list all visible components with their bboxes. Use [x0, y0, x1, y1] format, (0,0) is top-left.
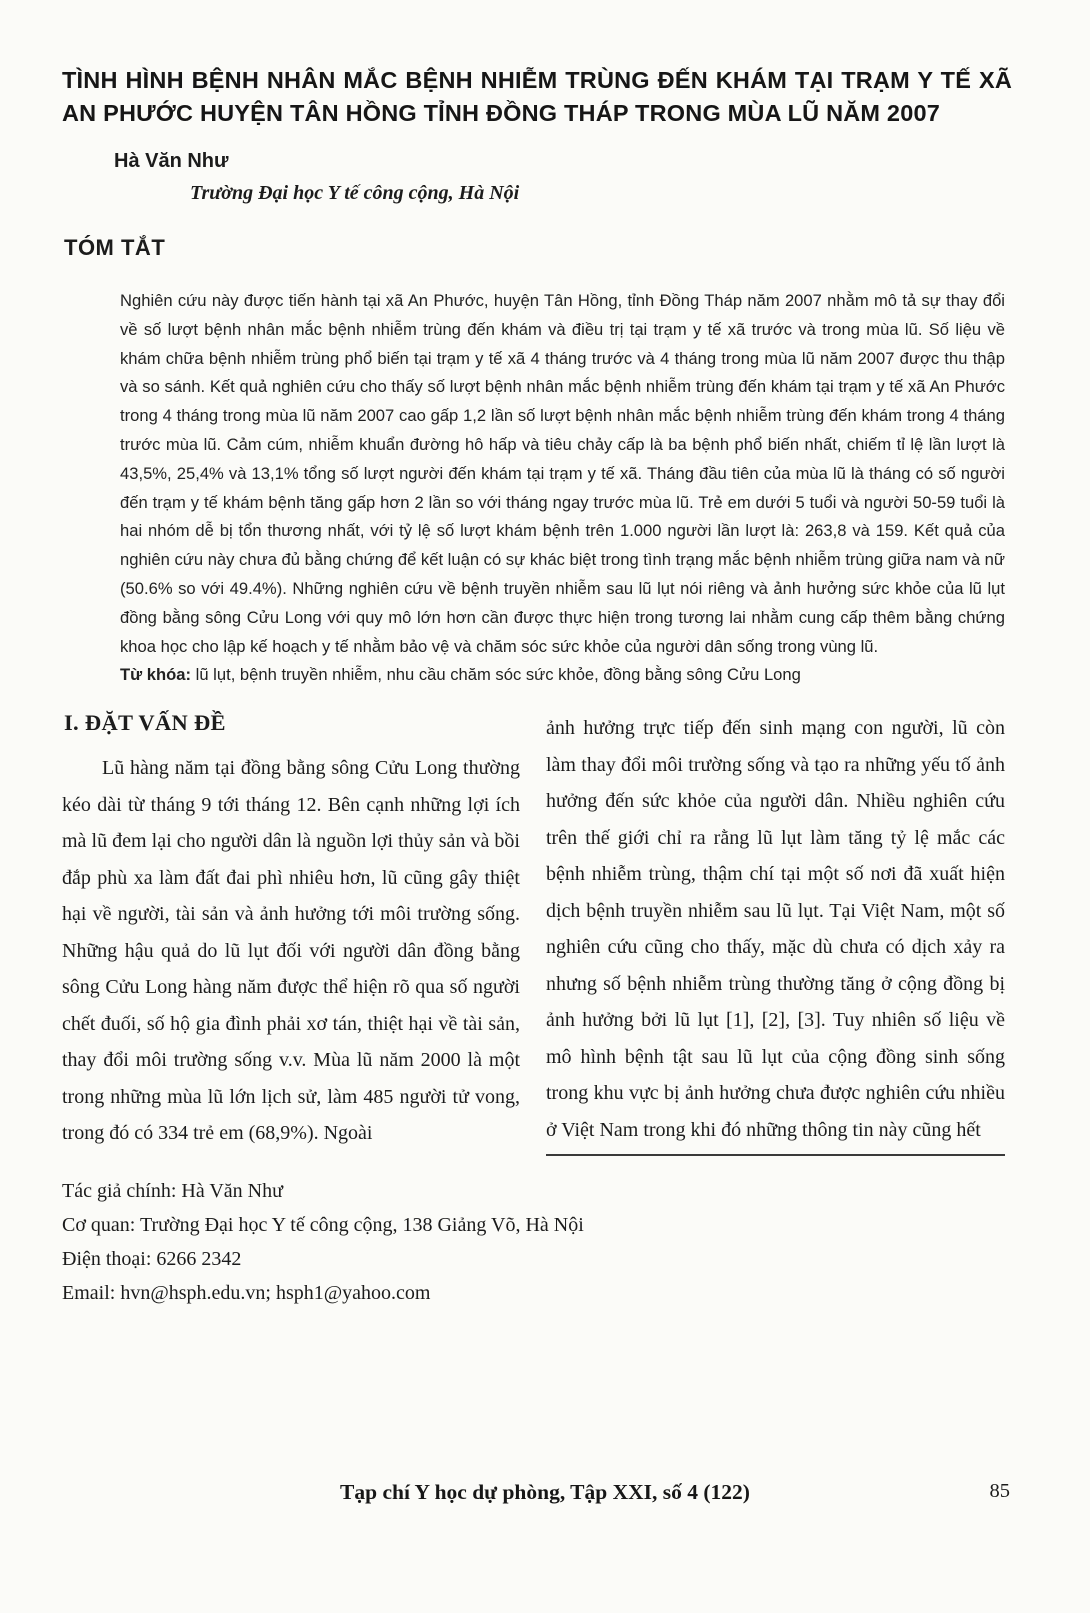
right-column — [546, 710, 1005, 1156]
author-name: Hà Văn Như — [114, 150, 229, 172]
left-column — [62, 710, 520, 1156]
footnote-line-author: Tác giả chính: Hà Văn Như — [62, 1180, 283, 1203]
abstract-block — [120, 287, 1005, 690]
section-heading-dat-van-de: I. ĐẶT VẤN ĐỀ — [64, 710, 226, 736]
abstract-text: Nghiên cứu này được tiến hành tại xã An Phước, huyện Tân Hồng, tỉnh Đồng Tháp năm 2007 nhằm mô tả sự thay đổi về số lượt bệnh nhân mắc bệnh nhiễm trùng đến khám và điều trị tại trạm y tế xã trước và trong mùa lũ. Số liệu về khám chữa bệnh nhiễm trùng phổ biến tại trạm y tế xã 4 tháng trước và 4 tháng trong mùa lũ năm 2007 được thu thập và so sánh. Kết quả nghiên cứu cho thấy số lượt bệnh nhân mắc bệnh nhiễm trùng đến khám tại trạm y tế xã An Phước trong 4 tháng trong mùa lũ năm 2007 cao gấp 1,2 lần số lượt bệnh nhân mắc bệnh nhiễm trùng đến khám trong 4 tháng trước mùa lũ. Cảm cúm, nhiễm khuẩn đường hô hấp và tiêu chảy cấp là ba bệnh phổ biến nhất, chiếm tỉ lệ lần lượt là 43,5%, 25,4% và 13,1% tổng số lượt người đến khám tại trạm y tế xã. Tháng đầu tiên của mùa lũ là tháng có số người đến trạm y tế khám bệnh tăng gấp hơn 2 lần so với tháng ngay trước mùa lũ. Trẻ em dưới 5 tuổi và người 50-59 tuổi là hai nhóm dễ bị tổn thương nhất, với tỷ lệ số lượt khám bệnh trên 1.000 người lần lượt là: 263,8 và 159. Kết quả của nghiên cứu này chưa đủ bằng chứng để kết luận có sự khác biệt trong tình trạng mắc bệnh nhiễm trùng giữa nam và nữ (50.6% so với 49.4%). Những nghiên cứu về bệnh truyền nhiễm sau lũ lụt nói riêng và ảnh hưởng sức khỏe của lũ lụt đồng bằng sông Cửu Long với quy mô lớn hơn cần được thực hiện trong tương lai nhằm cung cấp thêm bằng chứng khoa học cho lập kế hoạch y tế nhằm bảo vệ và chăm sóc sức khỏe của người dân sống trong vùng lũ. — [120, 291, 1005, 656]
left-column-paragraph: Lũ hàng năm tại đồng bằng sông Cửu Long thường kéo dài từ tháng 9 tới tháng 12. Bên cạnh những lợi ích mà lũ đem lại cho người dân là nguồn lợi thủy sản và bồi đắp phù xa làm đất đai phì nhiêu hơn, lũ cũng gây thiệt hại về người, tài sản và ảnh hưởng tới môi trường sống. Những hậu quả do lũ lụt đối với người dân đồng bằng sông Cửu Long hàng năm được thể hiện rõ qua số người chết đuối, số hộ gia đình phải xơ tán, thiệt hại về tài sản, thay đổi môi trường sống v.v. Mùa lũ năm 2000 là một trong những mùa lũ lớn lịch sử, làm 485 người tử vong, trong đó có 334 trẻ em (68,9%). Ngoài — [62, 757, 520, 1145]
paper-title: TÌNH HÌNH BỆNH NHÂN MẮC BỆNH NHIỄM TRÙNG ĐẾN KHÁM TẠI TRẠM Y TẾ XÃ AN PHƯỚC HUYỆN TÂN HỒNG TỈNH ĐỒNG THÁP TRONG MÙA LŨ NĂM 2007 — [62, 67, 1012, 126]
journal-footer — [62, 1480, 1028, 1505]
keywords-text: lũ lụt, bệnh truyền nhiễm, nhu cầu chăm sóc sức khỏe, đồng bằng sông Cửu Long — [191, 665, 801, 685]
author-affiliation: Trường Đại học Y tế công cộng, Hà Nội — [190, 182, 520, 204]
separator-line — [546, 1154, 1005, 1156]
footnote-line-email: Email: hvn@hsph.edu.vn; hsph1@yahoo.com — [62, 1282, 431, 1305]
keywords-line — [120, 661, 1005, 690]
two-column-body — [62, 710, 1005, 1156]
page-number: 85 — [989, 1480, 1010, 1502]
footnote-block — [62, 1174, 1005, 1310]
keywords-label: Từ khóa: — [120, 665, 192, 685]
right-column-paragraph: ảnh hưởng trực tiếp đến sinh mạng con người, lũ còn làm thay đổi môi trường sống và tạo ra những yếu tố ảnh hưởng đến sức khỏe của người dân. Nhiều nghiên cứu trên thế giới chỉ ra rằng lũ lụt làm tăng tỷ lệ mắc các bệnh nhiễm trùng, thậm chí tại một số nơi đã xuất hiện dịch bệnh truyền nhiễm sau lũ lụt. Tại Việt Nam, một số nghiên cứu cũng cho thấy, mặc dù chưa có dịch xảy ra nhưng số bệnh nhiễm trùng thường tăng ở cộng đồng bị ảnh hưởng bởi lũ lụt [1], [2], [3]. Tuy nhiên số liệu về mô hình bệnh tật sau lũ lụt của cộng đồng sinh sống trong khu vực bị ảnh hưởng chưa được nghiên cứu nhiều ở Việt Nam trong khi đó những thông tin này cũng hết — [546, 717, 1005, 1141]
footnote-line-organization: Cơ quan: Trường Đại học Y tế công cộng, 138 Giảng Võ, Hà Nội — [62, 1214, 584, 1237]
abstract-heading: TÓM TẮT — [64, 235, 166, 260]
journal-name: Tạp chí Y học dự phòng, Tập XXI, số 4 (122) — [340, 1480, 750, 1504]
footnote-line-phone: Điện thoại: 6266 2342 — [62, 1248, 242, 1271]
